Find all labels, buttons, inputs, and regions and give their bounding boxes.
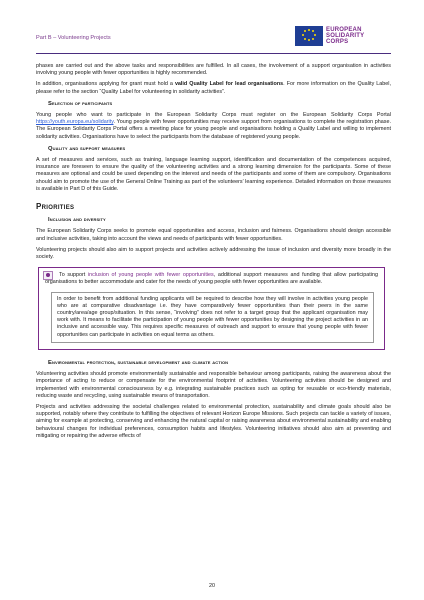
selection-heading: Selection of participants [48,100,113,107]
logo-wordmark [326,27,364,46]
text-span: . For more information on the Quality Label, please refer to the section “Quality Label for volunteering in solidarity activities”. [36,81,391,95]
intro-paragraph: phases are carried out and the above tasks and responsibilities are fulfilled. In all cases, the involvement of a support organisation in activities involving young people with fewer opportunities is highly recommended. [36,63,391,77]
inclusion-paragraph-1: The European Solidarity Corps seeks to promote equal opportunities and access, inclusion and fairness. Organisations should design accessible and inclusive activities, taking into account the views and needs of participants with fewer opportunities. [36,228,391,242]
logo-line-3: CORPS [326,39,349,46]
additional-funding-box: In order to benefit from additional funding applicants will be required to describe how they will involve in activities young people who are at comparative disadvantage i.e. they have comparatively fewer opportunities than their peers in the same country/area/age group/situation. In this sense, “involving” does not refer to a target group that the applicant organisation may work with. It means to facilitate the participation of young people with fewer opportunities by designing the project activities in an inclusive and accessible way. This requires specific measures of outreach and support to ensure that young people with fewer opportunities can participate in activities on equal terms as others. [51,292,374,343]
highlight-text: inclusion of young people with fewer opportunities [87,272,214,279]
header-divider [36,53,391,54]
text-span: In addition, organisations applying for grant must hold a [36,81,175,88]
eu-flag-icon [295,26,323,46]
quality-heading: Quality and support measures [48,145,126,152]
section-label: Part B – Volunteering Projects [36,35,111,41]
environment-paragraph-1: Volunteering activities should promote environmentally sustainable and responsible behaviour among participants, raising the awareness about the importance of acting to reduce or compensate for the environmental footprint of activities. Volunteering activities should be designed and implemented with environmental consciousness by e.g. integrating sustainable practices such as opting for reusable or eco-friendly materials, reducing waste and recycling, using sustainable means of transportation. [36,371,391,399]
inclusion-heading: Inclusion and diversity [48,217,106,224]
page-number: 20 [209,583,215,589]
pin-icon [43,271,53,280]
priorities-heading: Priorities [36,202,75,212]
logo-line-2: SOLIDARITY [326,33,365,40]
text-span: . Young people with fewer opportunities may receive support from organisations to complete the registration phase. The European Solidarity Corps Portal offers a meeting place for young people and organisations holding a Quality Label and willing to implement solidarity activities. Organisations have to select the participants from the database of registered young people. [36,119,391,140]
box-lead-paragraph [45,272,378,286]
page-header [0,0,424,58]
fewer-opportunities-box [38,267,385,350]
esc-logo [295,26,397,48]
inclusion-paragraph-2: Volunteering projects should also aim to support projects and activities actively addressing the issue of inclusion and diversity more broadly in the society. [36,246,391,261]
bold-text: valid Quality Label for lead organisations [174,81,284,88]
selection-paragraph [36,112,391,141]
quality-paragraph: A set of measures and services, such as training, language learning support, identification and documentation of the competences acquired, insurance are foreseen to ensure the quality of the volunteering activities and a strong learning dimension for the participants. Some of these measures are optional and could be used depending on the interest and needs of the participants and some of them are compulsory. Organisations should aim to promote the use of the General Online Training as part of the volunteers’ learning experience. Detailed information on those measures is available in Part D of this Guide. [36,157,391,192]
text-span: Young people who want to participate in the European Solidarity Corps must register on the European Solidarity Corps Portal [36,112,391,119]
logo-line-1: EUROPEAN [326,27,362,33]
text-span: , additional support measures and funding that allow participating organisations to better accommodate and cater for the needs of young people with fewer opportunities are available. [45,272,378,286]
quality-label-paragraph [36,81,391,95]
environment-paragraph-2: Projects and activities addressing the societal challenges related to environmental protection, sustainability and climate goals should also be supported, notably where they contribute to fulfilling the objectives of relevant Horizon Europe Missions. Such projects can tackle a variety of issues, aiming for example at protecting, conserving and enhancing the natural capital or raising awareness about environmental sustainability and enabling behavioural changes for individual preferences, consumption habits and lifestyles. Volunteering initiatives should also aim at preventing and mitigating or repairing the adverse effects of [36,403,391,439]
text-span: To support [59,272,88,279]
page-body [36,63,391,444]
solidarity-portal-link[interactable]: https://youth.europa.eu/solidarity [36,119,114,126]
environment-heading: Environmental protection, sustainable development and climate action [48,359,229,366]
